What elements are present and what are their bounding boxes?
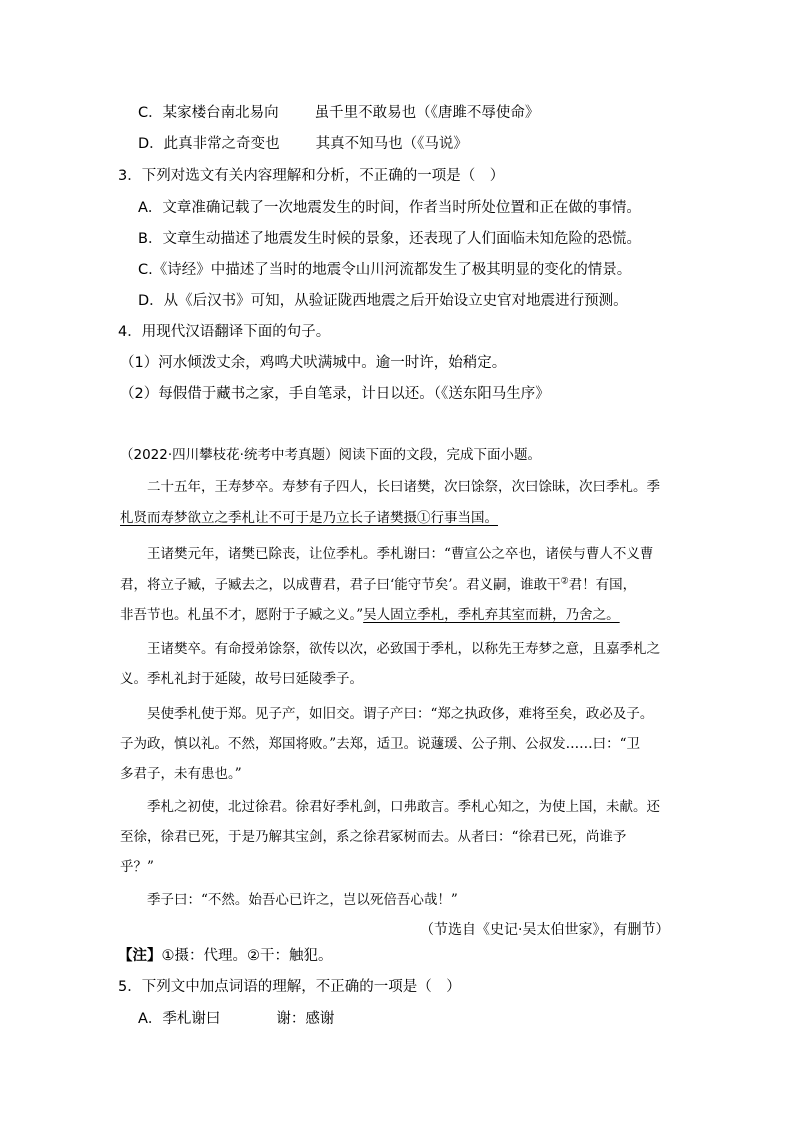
passage-p4-line3: 多君子，未有患也。” [120, 766, 242, 782]
passage-p3-line2: 义。季札礼封于延陵，故号曰延陵季子。 [120, 671, 363, 687]
q3-option-d: D．从《后汉书》可知，从验证陇西地震之后开始设立史官对地震进行预测。 [138, 293, 628, 309]
q3-stem: 3．下列对选文有关内容理解和分析，不正确的一项是（ ） [118, 168, 505, 184]
q5-option-a [138, 1009, 334, 1029]
q4-stem: 4．用现代汉语翻译下面的句子。 [118, 324, 331, 340]
footnote-label: 【注】 [118, 948, 162, 964]
q3-option-b: B．文章生动描述了地震发生时候的景象，还表现了人们面临未知危险的恐慌。 [138, 231, 641, 247]
passage-p5-line2: 至徐，徐君已死，于是乃解其宝剑，系之徐君冢树而去。从者曰：“徐君已死，尚谁予 [120, 829, 627, 845]
q3-option-a: A．文章准确记载了一次地震发生的时间，作者当时所处位置和正在做的事情。 [138, 200, 641, 216]
q4-sentence-2: （2）每假借于藏书之家，手自笔录，计日以还。（《送东阳马生序》 [120, 386, 550, 402]
passage-p2-line1: 王诸樊元年，诸樊已除丧，让位季札。季札谢曰：“曹宣公之卒也，诸侯与曹人不义曹 [147, 546, 654, 562]
q5-option-a-phrase: A．季札谢曰 [138, 1011, 221, 1027]
passage-p2-line2b: 君！有国， [568, 577, 637, 593]
passage-p5-line1: 季札之初使，北过徐君。徐君好季札剑，口弗敢言。季札心知之，为使上国，未献。还 [147, 799, 660, 815]
footnote-mark-2: ② [560, 576, 569, 587]
q3-option-c: C.《诗经》中描述了当时的地震令山川河流都发生了极其明显的变化的情景。 [138, 262, 632, 278]
source-intro: （2022·四川攀枝花·统考中考真题）阅读下面的文段，完成下面小题。 [120, 447, 541, 463]
passage-p2-line3 [120, 605, 620, 625]
footnote [118, 946, 333, 966]
passage-p1-line2: 札贤而寿梦欲立之季札让不可于是乃立长子诸樊摄①行事当国。 [120, 510, 498, 526]
q2-option-c-ref: 虽千里不敢易也（《唐雎不辱使命》 [314, 105, 540, 121]
q2-option-c [138, 103, 539, 123]
passage-p6-line1: 季子曰：“不然。始吾心已许之，岂以死倍吾心哉！” [147, 892, 458, 908]
passage-p2-line3a: 非吾节也。札虽不才，愿附于子臧之义。” [120, 607, 364, 623]
passage-p2-line3b-underlined: 吴人固立季札，季札弃其室而耕，乃舍之。 [363, 607, 620, 623]
passage-p4-line2: 子为政，慎以礼。不然，郑国将败。”去郑，适卫。说蘧瑗、公子荆、公叔发……曰：“卫 [120, 736, 641, 752]
passage-p4-line1: 吴使季札使于郑。见子产，如旧交。谓子产曰：“郑之执政侈，难将至矣，政必及子。 [147, 706, 654, 722]
q2-option-d-sentence: D．此真非常之奇变也 [138, 136, 280, 152]
q2-option-d [138, 134, 468, 154]
passage-p2-line2 [120, 575, 636, 595]
q2-option-d-ref: 其真不知马也（《马说》 [315, 136, 468, 152]
q5-option-a-gloss: 谢：感谢 [276, 1011, 335, 1027]
footnote-text: ①摄：代理。②干：触犯。 [161, 948, 333, 964]
passage-source: （节选自《史记·吴太伯世家》，有删节） [420, 922, 670, 938]
passage-p5-line3: 乎？” [120, 859, 154, 875]
passage-p1-line1: 二十五年，王寿梦卒。寿梦有子四人，长曰诸樊，次曰馀祭，次曰馀昧，次曰季札。季 [147, 479, 660, 495]
q2-option-c-sentence: C．某家楼台南北易向 [138, 105, 279, 121]
q5-stem: 5．下列文中加点词语的理解，不正确的一项是（ ） [118, 979, 461, 995]
passage-p2-line2a: 君，将立子臧，子臧去之，以成曹君，君子曰‘能守节矣’。君义嗣，谁敢干 [120, 577, 561, 593]
passage-p3-line1: 王诸樊卒。有命授弟馀祭，欲传以次，必致国于季札，以称先王寿梦之意，且嘉季札之 [147, 641, 660, 657]
q4-sentence-1: （1）河水倾泼丈余，鸡鸣犬吠满城中。逾一时许，始稍定。 [120, 355, 507, 371]
